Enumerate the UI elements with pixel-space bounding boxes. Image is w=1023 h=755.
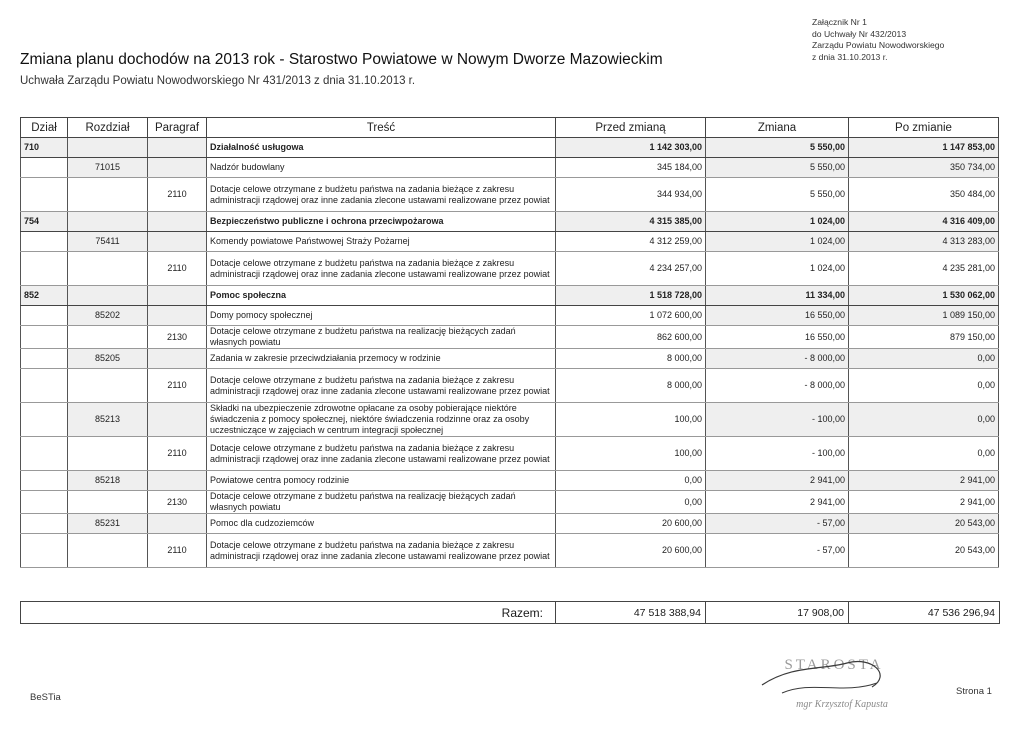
col-header-dzial: Dział (21, 118, 68, 138)
total-zmiana: 17 908,00 (706, 602, 849, 623)
cell-rozdzial: 85202 (68, 306, 148, 326)
cell-po: 1 530 062,00 (849, 286, 999, 306)
page-subtitle: Uchwała Zarządu Powiatu Nowodworskiego Nr 431/2013 z dnia 31.10.2013 r. (20, 75, 416, 87)
total-label: Razem: (21, 602, 556, 623)
cell-tresc: Bezpieczeństwo publiczne i ochrona przeciwpożarowa (207, 212, 556, 232)
table-header-row (21, 118, 999, 138)
cell-przed: 20 600,00 (556, 514, 706, 534)
cell-rozdzial: 75411 (68, 232, 148, 252)
cell-zmiana: - 57,00 (706, 534, 849, 568)
annex-line-1: Załącznik Nr 1 (812, 17, 867, 27)
table-row-paragraph (21, 178, 999, 212)
cell-zmiana: - 57,00 (706, 514, 849, 534)
cell-zmiana: - 100,00 (706, 437, 849, 471)
cell-rozdzial (68, 369, 148, 403)
cell-przed: 4 315 385,00 (556, 212, 706, 232)
cell-przed: 4 312 259,00 (556, 232, 706, 252)
table-row-section (21, 212, 999, 232)
cell-dzial (21, 369, 68, 403)
cell-zmiana: - 8 000,00 (706, 349, 849, 369)
cell-zmiana: 11 334,00 (706, 286, 849, 306)
cell-przed: 862 600,00 (556, 326, 706, 349)
col-header-tresc: Treść (207, 118, 556, 138)
cell-dzial (21, 252, 68, 286)
table-row-chapter (21, 158, 999, 178)
cell-zmiana: - 8 000,00 (706, 369, 849, 403)
cell-po: 4 235 281,00 (849, 252, 999, 286)
cell-tresc: Komendy powiatowe Państwowej Straży Pożarnej (207, 232, 556, 252)
signature-stroke-2 (782, 683, 877, 693)
total-przed: 47 518 388,94 (556, 602, 706, 623)
cell-przed: 20 600,00 (556, 534, 706, 568)
cell-zmiana: 1 024,00 (706, 252, 849, 286)
cell-po: 350 484,00 (849, 178, 999, 212)
cell-paragraf (148, 212, 207, 232)
page-title: Zmiana planu dochodów na 2013 rok - Starostwo Powiatowe w Nowym Dworze Mazowieckim (20, 51, 663, 68)
cell-zmiana: 2 941,00 (706, 491, 849, 514)
cell-rozdzial (68, 326, 148, 349)
cell-przed: 0,00 (556, 471, 706, 491)
cell-tresc: Dotacje celowe otrzymane z budżetu państwa na zadania bieżące z zakresu administracji rządowej oraz inne zadania zlecone ustawami realizowane przez powiat (207, 437, 556, 471)
cell-paragraf: 2110 (148, 178, 207, 212)
cell-przed: 0,00 (556, 491, 706, 514)
cell-przed: 345 184,00 (556, 158, 706, 178)
cell-zmiana: 5 550,00 (706, 138, 849, 158)
table-row-paragraph (21, 437, 999, 471)
cell-po: 2 941,00 (849, 491, 999, 514)
cell-zmiana: 2 941,00 (706, 471, 849, 491)
cell-paragraf: 2130 (148, 326, 207, 349)
cell-po: 20 543,00 (849, 514, 999, 534)
cell-zmiana: 1 024,00 (706, 232, 849, 252)
cell-tresc: Działalność usługowa (207, 138, 556, 158)
table-row-paragraph (21, 534, 999, 568)
cell-rozdzial (68, 138, 148, 158)
cell-rozdzial: 85205 (68, 349, 148, 369)
table-row-paragraph (21, 491, 999, 514)
cell-dzial: 710 (21, 138, 68, 158)
cell-dzial (21, 471, 68, 491)
col-header-przed: Przed zmianą (556, 118, 706, 138)
cell-dzial (21, 178, 68, 212)
cell-rozdzial (68, 491, 148, 514)
cell-przed: 1 518 728,00 (556, 286, 706, 306)
cell-po: 1 147 853,00 (849, 138, 999, 158)
table-row-chapter (21, 514, 999, 534)
cell-rozdzial (68, 286, 148, 306)
table-row-section (21, 138, 999, 158)
cell-tresc: Dotacje celowe otrzymane z budżetu państwa na realizację bieżących zadań własnych powiatu (207, 491, 556, 514)
table-row-chapter (21, 403, 999, 437)
annex-note (812, 17, 1017, 63)
cell-paragraf (148, 471, 207, 491)
cell-przed: 1 072 600,00 (556, 306, 706, 326)
cell-rozdzial (68, 212, 148, 232)
cell-przed: 8 000,00 (556, 369, 706, 403)
cell-dzial: 852 (21, 286, 68, 306)
cell-przed: 344 934,00 (556, 178, 706, 212)
cell-po: 0,00 (849, 403, 999, 437)
cell-paragraf (148, 158, 207, 178)
table-row-paragraph (21, 252, 999, 286)
cell-tresc: Powiatowe centra pomocy rodzinie (207, 471, 556, 491)
cell-zmiana: 5 550,00 (706, 178, 849, 212)
cell-po: 879 150,00 (849, 326, 999, 349)
cell-po: 1 089 150,00 (849, 306, 999, 326)
cell-rozdzial (68, 534, 148, 568)
cell-paragraf: 2130 (148, 491, 207, 514)
table-row-chapter (21, 306, 999, 326)
cell-dzial (21, 306, 68, 326)
cell-paragraf: 2110 (148, 437, 207, 471)
cell-tresc: Pomoc społeczna (207, 286, 556, 306)
table-row-chapter (21, 349, 999, 369)
cell-dzial (21, 158, 68, 178)
cell-zmiana: 1 024,00 (706, 212, 849, 232)
cell-paragraf (148, 286, 207, 306)
cell-rozdzial: 85218 (68, 471, 148, 491)
total-po: 47 536 296,94 (927, 606, 995, 619)
cell-po: 2 941,00 (849, 471, 999, 491)
cell-zmiana: 5 550,00 (706, 158, 849, 178)
cell-po: 4 316 409,00 (849, 212, 999, 232)
cell-po: 4 313 283,00 (849, 232, 999, 252)
table-row-section (21, 286, 999, 306)
cell-rozdzial: 85213 (68, 403, 148, 437)
cell-paragraf: 2110 (148, 252, 207, 286)
cell-zmiana: 16 550,00 (706, 326, 849, 349)
cell-rozdzial (68, 437, 148, 471)
col-header-zmiana: Zmiana (706, 118, 849, 138)
revenue-table (20, 117, 999, 568)
cell-rozdzial (68, 178, 148, 212)
cell-przed: 4 234 257,00 (556, 252, 706, 286)
cell-dzial (21, 403, 68, 437)
cell-tresc: Zadania w zakresie przeciwdziałania przemocy w rodzinie (207, 349, 556, 369)
stamp-title: STAROSTA (784, 657, 884, 673)
annex-line-2: do Uchwały Nr 432/2013 (812, 28, 907, 39)
total-row (20, 601, 1000, 624)
cell-paragraf (148, 232, 207, 252)
cell-rozdzial: 85231 (68, 514, 148, 534)
cell-tresc: Dotacje celowe otrzymane z budżetu państwa na zadania bieżące z zakresu administracji rządowej oraz inne zadania zlecone ustawami realizowane przez powiat (207, 252, 556, 286)
cell-paragraf (148, 403, 207, 437)
cell-tresc: Nadzór budowlany (207, 158, 556, 178)
cell-tresc: Pomoc dla cudzoziemców (207, 514, 556, 534)
cell-po: 0,00 (849, 369, 999, 403)
cell-dzial (21, 326, 68, 349)
cell-przed: 8 000,00 (556, 349, 706, 369)
cell-tresc: Dotacje celowe otrzymane z budżetu państwa na realizację bieżących zadań własnych powiatu (207, 326, 556, 349)
cell-tresc: Dotacje celowe otrzymane z budżetu państwa na zadania bieżące z zakresu administracji rządowej oraz inne zadania zlecone ustawami realizowane przez powiat (207, 178, 556, 212)
stamp-name: mgr Krzysztof Kapusta (796, 699, 888, 710)
cell-paragraf (148, 349, 207, 369)
cell-tresc: Dotacje celowe otrzymane z budżetu państwa na zadania bieżące z zakresu administracji rządowej oraz inne zadania zlecone ustawami realizowane przez powiat (207, 534, 556, 568)
table-row-paragraph (21, 369, 999, 403)
cell-po: 0,00 (849, 349, 999, 369)
cell-przed: 100,00 (556, 403, 706, 437)
footer-software: BeSTia (30, 692, 61, 703)
cell-tresc: Domy pomocy społecznej (207, 306, 556, 326)
cell-paragraf (148, 514, 207, 534)
cell-dzial (21, 491, 68, 514)
table-row-paragraph (21, 326, 999, 349)
cell-dzial (21, 534, 68, 568)
cell-rozdzial: 71015 (68, 158, 148, 178)
cell-rozdzial (68, 252, 148, 286)
cell-po: 0,00 (849, 437, 999, 471)
cell-tresc: Składki na ubezpieczenie zdrowotne opłacane za osoby pobierające niektóre świadczenia z pomocy społecznej, niektóre świadczenia rodzinne oraz za osoby uczestniczące w zajęciach w centrum integracji społecznej (207, 403, 556, 437)
cell-tresc: Dotacje celowe otrzymane z budżetu państwa na zadania bieżące z zakresu administracji rządowej oraz inne zadania zlecone ustawami realizowane przez powiat (207, 369, 556, 403)
cell-paragraf (148, 306, 207, 326)
col-header-rozdzial: Rozdział (68, 118, 148, 138)
table-row-chapter (21, 232, 999, 252)
cell-paragraf (148, 138, 207, 158)
cell-dzial: 754 (21, 212, 68, 232)
cell-paragraf: 2110 (148, 534, 207, 568)
annex-line-4: z dnia 31.10.2013 r. (812, 51, 888, 62)
table-row-chapter (21, 471, 999, 491)
cell-dzial (21, 349, 68, 369)
page-number: Strona 1 (956, 686, 992, 697)
cell-przed: 1 142 303,00 (556, 138, 706, 158)
cell-po: 20 543,00 (849, 534, 999, 568)
cell-paragraf: 2110 (148, 369, 207, 403)
cell-po: 350 734,00 (849, 158, 999, 178)
starosta-stamp (752, 645, 922, 715)
col-header-paragraf: Paragraf (148, 118, 207, 138)
cell-przed: 100,00 (556, 437, 706, 471)
cell-dzial (21, 232, 68, 252)
cell-zmiana: 16 550,00 (706, 306, 849, 326)
cell-zmiana: - 100,00 (706, 403, 849, 437)
col-header-po: Po zmianie (849, 118, 999, 138)
annex-line-3: Zarządu Powiatu Nowodworskiego (812, 40, 945, 50)
cell-dzial (21, 514, 68, 534)
cell-dzial (21, 437, 68, 471)
